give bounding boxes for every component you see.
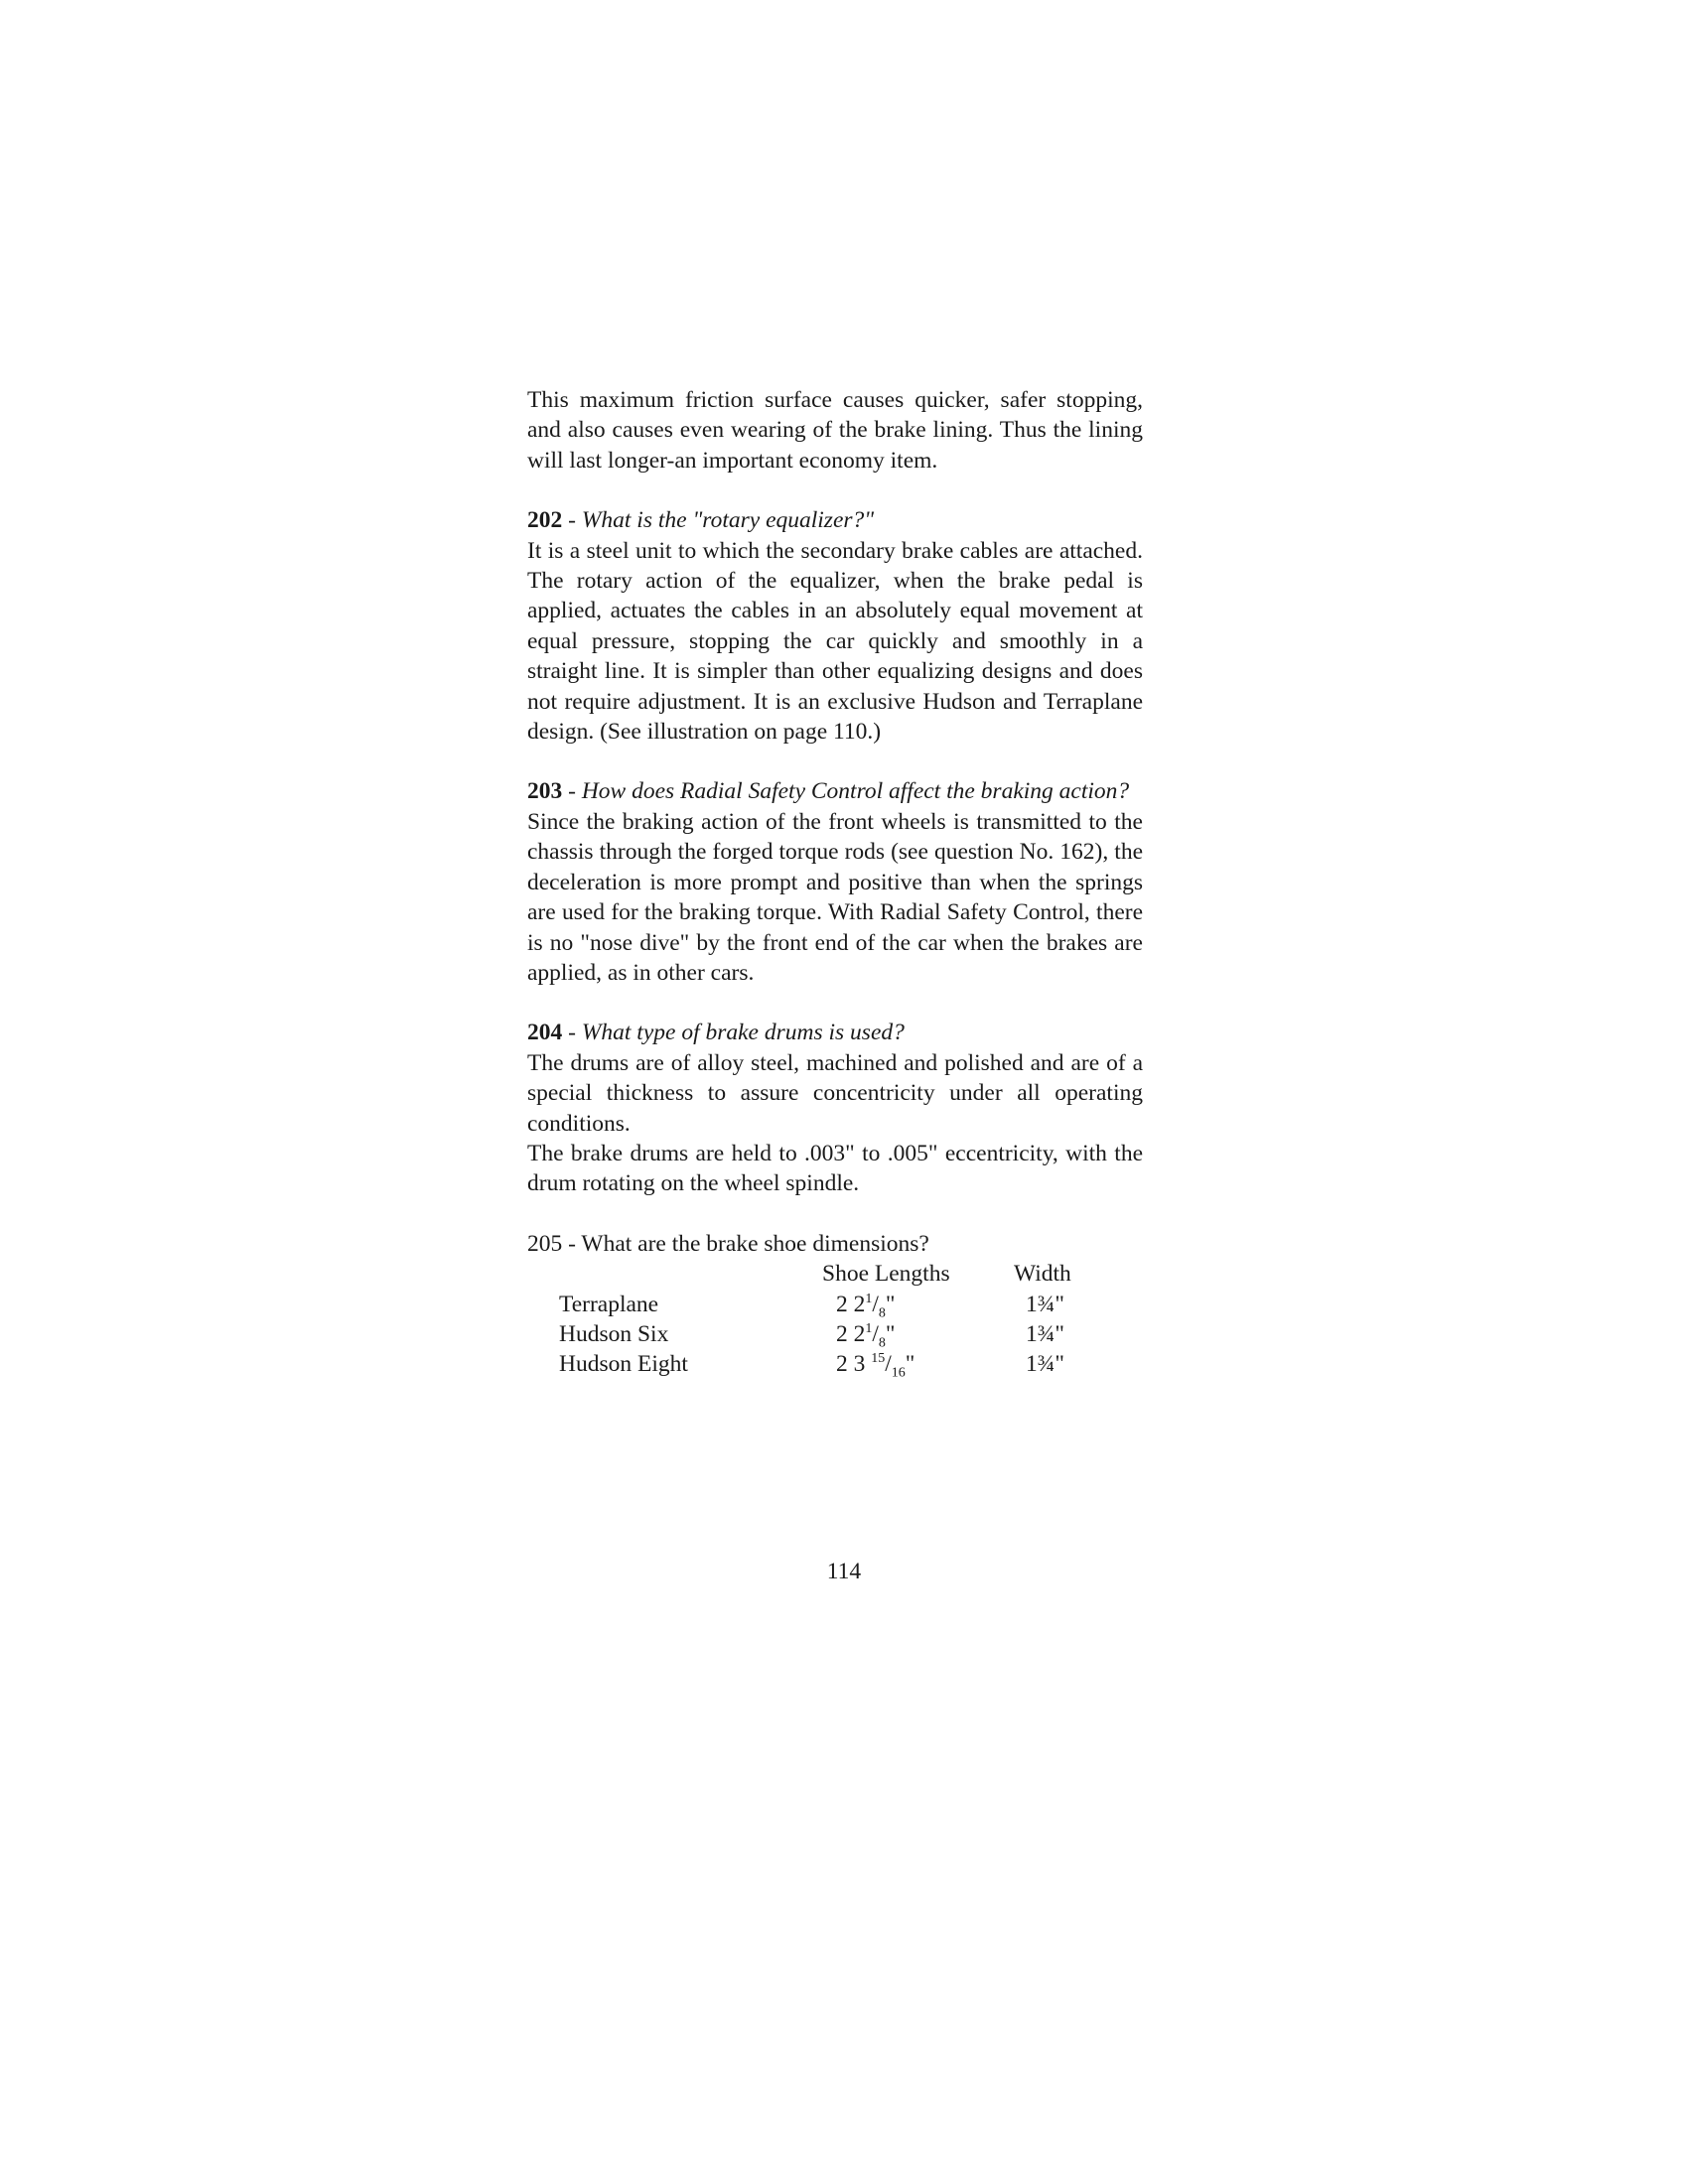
brake-shoe-table <box>559 1259 1113 1380</box>
column-header: Shoe Lengths <box>822 1261 950 1288</box>
question-203 <box>527 776 1143 988</box>
question-separator: - <box>562 1020 582 1046</box>
question-number: 204 <box>527 1020 563 1046</box>
fraction-numerator: 1 <box>865 1291 873 1306</box>
fraction-denominator: 16 <box>891 1366 906 1382</box>
width-cell: 1¾" <box>1026 1320 1064 1347</box>
length-whole: 2 2 <box>836 1291 866 1317</box>
question-separator: - <box>562 778 582 805</box>
fraction-numerator: 15 <box>871 1351 886 1367</box>
shoe-length-cell: 2 3 $^{15}/_{16}$" <box>836 1351 915 1382</box>
question-204-heading <box>527 1018 1143 1047</box>
intro-paragraph: This maximum friction surface causes quicker, safer stopping, and also causes even wearing of the brake lining. Thus the lining will last longer-an important economy item. <box>527 387 1143 474</box>
question-202-heading <box>527 505 1143 535</box>
page-number: 114 <box>826 1559 862 1584</box>
length-whole: 2 3 <box>836 1351 872 1378</box>
fraction-denominator: 8 <box>878 1335 886 1351</box>
question-separator: - <box>562 507 582 534</box>
question-202 <box>527 505 1143 747</box>
question-number: 202 <box>527 507 563 534</box>
model-cell: Hudson Six <box>559 1320 669 1347</box>
answer-paragraph: It is a steel unit to which the secondary brake cables are attached. The rotary action of the equalizer, when the brake pedal is applied, actuates the cables in an absolutely equal movement at equal pressure, stopping the car quickly and smoothly in a straight line. It is simpler than other equalizing designs and does not require adjustment. It is an exclusive Hudson and Terraplane design. (See illustration on page 110.) <box>527 537 1143 746</box>
question-204 <box>527 1018 1143 1198</box>
model-cell: Terraplane <box>559 1291 659 1317</box>
question-205-heading: 205 - What are the brake shoe dimensions? <box>527 1230 929 1257</box>
answer-paragraph: The brake drums are held to .003" to .005" eccentricity, with the drum rotating on the wheel spindle. <box>527 1140 1143 1197</box>
length-whole: 2 2 <box>836 1320 866 1347</box>
question-text: How does Radial Safety Control affect the braking action? <box>581 778 1130 805</box>
page-content <box>527 385 1143 1380</box>
table-header-row <box>559 1259 1113 1289</box>
table-row <box>559 1319 1113 1349</box>
question-text: What type of brake drums is used? <box>581 1020 905 1046</box>
question-number: 203 <box>527 778 563 805</box>
length-unit: " <box>885 1291 896 1317</box>
question-203-heading <box>527 776 1143 806</box>
width-cell: 1¾" <box>1026 1351 1064 1378</box>
fraction-numerator: 1 <box>865 1321 873 1337</box>
width-cell: 1¾" <box>1026 1291 1064 1317</box>
model-cell: Hudson Eight <box>559 1351 688 1378</box>
answer-paragraph: Since the braking action of the front wheels is transmitted to the chassis through the forged torque rods (see question No. 162), the deceleration is more prompt and positive than when the springs are used for the braking torque. With Radial Safety Control, there is no "nose dive" by the front end of the car when the brakes are applied, as in other cars. <box>527 808 1143 986</box>
table-row <box>559 1290 1113 1319</box>
question-205 <box>527 1229 1143 1380</box>
table-row <box>559 1349 1113 1379</box>
column-header: Width <box>1014 1261 1071 1288</box>
question-text: What is the "rotary equalizer?" <box>581 507 875 534</box>
shoe-length-cell: 2 $2^1/_8$" <box>836 1320 896 1351</box>
length-unit: " <box>905 1351 915 1378</box>
length-unit: " <box>885 1320 896 1347</box>
fraction-denominator: 8 <box>878 1305 886 1321</box>
answer-paragraph: The drums are of alloy steel, machined and polished and are of a special thickness to assure concentricity under all operating conditions. <box>527 1049 1143 1137</box>
column-header <box>559 1259 822 1289</box>
shoe-length-cell: 2 $2^1/_8$" <box>836 1291 896 1321</box>
